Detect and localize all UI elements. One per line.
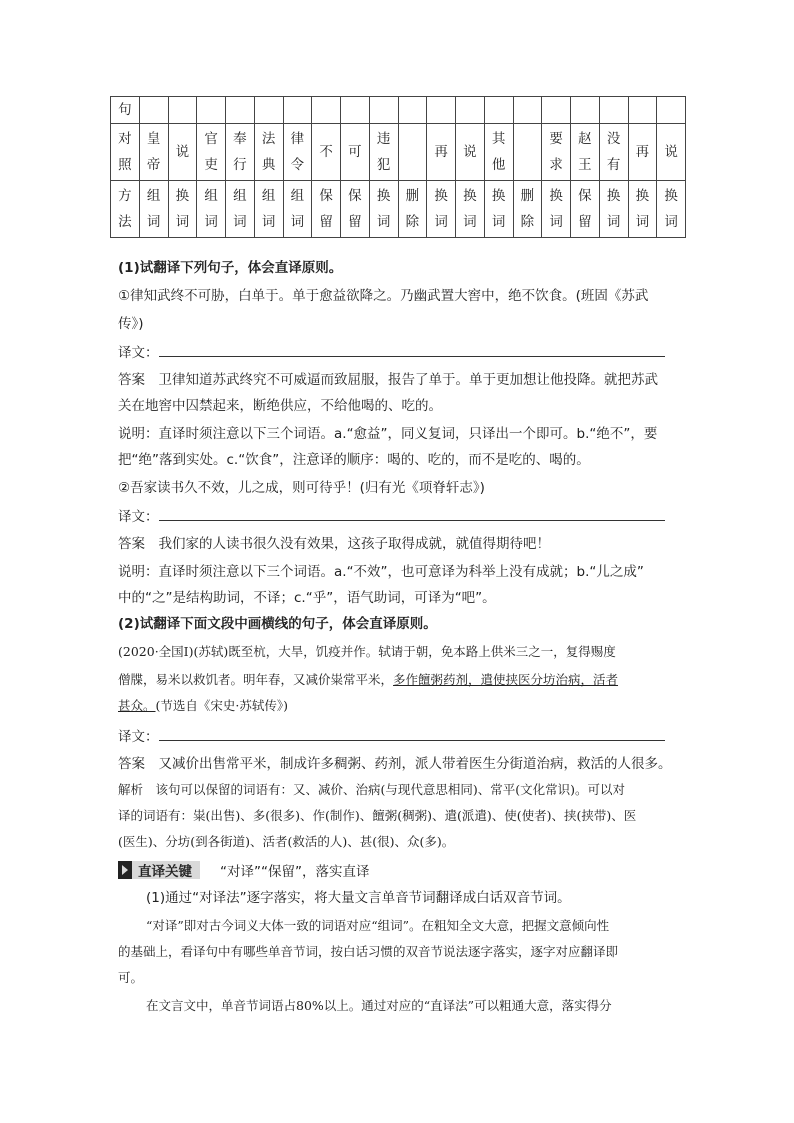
cell-text: 法 典	[261, 131, 276, 173]
table-cell	[139, 181, 168, 238]
table-cell	[456, 97, 485, 124]
note-1-line-1: 说明：直译时须注意以下三个词语。a.“愈益”，同义复词，只译出一个即可。b.“绝不”，要	[118, 426, 658, 442]
answer-1-line-1: 答案 卫律知道苏武终究不可威逼而致屈服，报告了单于。单于更加想让他投降。就把苏武	[118, 372, 658, 388]
table-cell	[283, 124, 312, 181]
cell-text: 组 词	[290, 188, 305, 230]
table-cell	[283, 97, 312, 124]
table-cell	[484, 97, 513, 124]
table-cell	[628, 97, 657, 124]
cell-text: 说	[664, 144, 678, 160]
table-cell	[484, 181, 513, 238]
table-cell	[341, 97, 370, 124]
cell-text: 保 留	[319, 188, 333, 230]
cell-text: 换 词	[635, 188, 650, 230]
table-cell	[168, 181, 197, 238]
note-2-line-1: 说明：直译时须注意以下三个词语。a.“不效”，也可意译为科举上没有成就；b.“儿之成”	[118, 564, 644, 580]
paragraph-1-line-3: 可。	[118, 970, 144, 985]
cell-text: 组 词	[261, 188, 276, 230]
cell-text: 组 词	[204, 188, 218, 230]
table-cell	[628, 181, 657, 238]
table-cell	[571, 181, 600, 238]
cell-text: 换 词	[664, 188, 678, 230]
table-cell	[226, 97, 255, 124]
q1-sentence-2: ②吾家读书久不效，儿之成，则可待乎！(归有光《项脊轩志》)	[118, 480, 485, 496]
table-cell	[456, 124, 485, 181]
table-cell	[599, 97, 628, 124]
table-cell	[226, 124, 255, 181]
translation-blank-2[interactable]	[118, 506, 678, 527]
section-title: “对译”“保留”，落实直译	[220, 864, 370, 880]
cell-text: 对 照	[118, 131, 132, 173]
table-cell	[657, 97, 686, 124]
underlined-sentence: 多作饘粥药剂，遣使挟医分坊治病，活者	[393, 672, 619, 687]
cell-text: 保 留	[348, 188, 362, 230]
table-cell	[456, 181, 485, 238]
analysis-line-1: 解析 该句可以保留的词语有：又、减价、治病(与现代意思相同)、常平(文化常识)。可以对	[118, 782, 626, 797]
cell-text: 其 他	[491, 131, 506, 173]
paragraph-1-line-1: “对译”即对古今词义大体一致的词语对应“组词”。在粗知全文大意，把握文意倾向性	[146, 918, 610, 933]
translation-label: 译文：	[118, 509, 159, 525]
table-cell	[312, 124, 341, 181]
row-header-cell	[111, 124, 140, 181]
arrow-marker-icon	[118, 861, 132, 879]
table-cell	[226, 181, 255, 238]
cell-text: 换 词	[175, 188, 190, 230]
table-cell	[254, 181, 283, 238]
table-cell	[197, 181, 226, 238]
passage-text: 僧牒，易米以救饥者。明年春，又减价粜常平米，	[118, 672, 394, 687]
table-cell	[369, 124, 398, 181]
cell-text: 再	[635, 144, 650, 160]
paragraph-2-line-1: 在文言文中，单音节词语占80%以上。通过对应的“直译法”可以粗通大意，落实得分	[146, 998, 612, 1013]
cell-text: 皇 帝	[146, 131, 161, 173]
paragraph-1-line-2: 的基础上，看译句中有哪些单音节词，按白话习惯的双音节说法逐字落实，逐字对应翻译即	[118, 944, 619, 959]
table-row	[111, 97, 686, 124]
table-cell	[427, 97, 456, 124]
table-cell	[542, 97, 571, 124]
table-cell	[657, 181, 686, 238]
translation-method-table	[110, 96, 686, 238]
passage-line-2	[118, 670, 678, 690]
table-cell	[398, 181, 427, 238]
cell-text: 没 有	[606, 131, 621, 173]
table-cell	[484, 124, 513, 181]
table-cell	[657, 124, 686, 181]
table-row	[111, 124, 686, 181]
table-cell	[283, 181, 312, 238]
table-cell	[513, 97, 542, 124]
cell-text: 官 吏	[204, 131, 218, 173]
table-cell	[312, 181, 341, 238]
underlined-sentence-end: 甚众。	[118, 698, 156, 713]
table-cell	[369, 181, 398, 238]
point-1: (1)通过“对译法”逐字落实，将大量文言单音节词翻译成白话双音节词。	[146, 890, 571, 906]
q1-heading: (1)试翻译下列句子，体会直译原则。	[118, 260, 343, 276]
cell-text: 可	[348, 144, 362, 160]
table-cell	[571, 97, 600, 124]
section-tag-box	[118, 861, 200, 879]
cell-text: 方 法	[118, 188, 132, 230]
table-cell	[139, 124, 168, 181]
cell-text: 保 留	[578, 188, 592, 230]
analysis-line-2: 译的词语有：粜(出售)、多(很多)、作(制作)、饘粥(稠粥)、遣(派遣)、使(使者)、挟(挟带)、医	[118, 808, 637, 823]
table-cell	[542, 124, 571, 181]
cell-text: 不	[319, 144, 333, 160]
cell-text: 律 令	[290, 131, 305, 173]
answer-line	[159, 506, 665, 521]
cell-text: 组 词	[146, 188, 161, 230]
answer-1-line-2: 关在地窖中囚禁起来，断绝供应，不给他喝的、吃的。	[118, 398, 442, 414]
passage-source: (节选自《宋史·苏轼传》)	[155, 698, 288, 713]
passage-line-3	[118, 696, 678, 716]
table-cell	[341, 124, 370, 181]
table-cell	[599, 181, 628, 238]
row-header-cell	[111, 97, 140, 124]
answer-line	[159, 726, 665, 741]
translation-label: 译文：	[118, 345, 159, 361]
cell-text: 奉 行	[233, 131, 247, 173]
passage-line-1: (2020·全国Ⅰ)(苏轼)既至杭，大旱，饥疫并作。轼请于朝，免本路上供米三之一，复得赐度	[118, 644, 616, 659]
table-cell	[139, 97, 168, 124]
table-cell	[168, 97, 197, 124]
table-cell	[542, 181, 571, 238]
answer-3: 答案 又减价出售常平米，制成许多稠粥、药剂，派人带着医生分街道治病，救活的人很多。	[118, 756, 672, 772]
cell-text: 换 词	[376, 188, 391, 230]
translation-label: 译文：	[118, 729, 159, 745]
table-cell	[312, 97, 341, 124]
cell-text: 换 词	[549, 188, 563, 230]
cell-text: 说	[463, 144, 477, 160]
table-cell	[599, 124, 628, 181]
table-row	[111, 181, 686, 238]
answer-2: 答案 我们家的人读书很久没有效果，这孩子取得成就，就值得期待吧！	[118, 536, 550, 552]
table-cell	[197, 97, 226, 124]
q1-sentence-1-line-2: 传》)	[118, 316, 144, 332]
table-cell	[628, 124, 657, 181]
note-1-line-2: 把“绝”落到实处。c.“饮食”，注意译的顺序：喝的、吃的，而不是吃的、喝的。	[118, 452, 590, 468]
section-header	[118, 860, 369, 880]
table-cell	[513, 181, 542, 238]
table-cell	[168, 124, 197, 181]
table-cell	[197, 124, 226, 181]
table-cell	[254, 97, 283, 124]
q2-heading: (2)试翻译下面文段中画横线的句子，体会直译原则。	[118, 616, 437, 632]
section-tag-label: 直译关键	[138, 864, 192, 880]
table-cell	[341, 181, 370, 238]
answer-line	[159, 342, 665, 357]
note-2-line-2: 中的“之”是结构助词，不译；c.“乎”，语气助词，可译为“吧”。	[118, 590, 496, 606]
cell-text: 删 除	[405, 188, 420, 230]
table-cell	[427, 124, 456, 181]
cell-text: 换 词	[606, 188, 621, 230]
cell-text: 要 求	[549, 131, 563, 173]
cell-text: 组 词	[233, 188, 247, 230]
table-cell	[254, 124, 283, 181]
table-cell	[571, 124, 600, 181]
q1-sentence-1-line-1: ①律知武终不可胁，白单于。单于愈益欲降之。乃幽武置大窖中，绝不饮食。(班固《苏武	[118, 288, 649, 304]
row-header-cell	[111, 181, 140, 238]
cell-text: 换 词	[434, 188, 448, 230]
cell-text: 删 除	[520, 188, 535, 230]
cell-text: 换 词	[463, 188, 477, 230]
cell-text: 换 词	[491, 188, 506, 230]
table-cell	[427, 181, 456, 238]
cell-text: 再	[434, 144, 448, 160]
table-cell	[398, 97, 427, 124]
table-cell	[513, 124, 542, 181]
cell-text: 句	[118, 102, 132, 118]
table-cell	[369, 97, 398, 124]
cell-text: 说	[175, 144, 190, 160]
table-cell	[398, 124, 427, 181]
translation-blank-3[interactable]	[118, 726, 678, 747]
analysis-line-3: (医生)、分坊(到各街道)、活者(救活的人)、甚(很)、众(多)。	[118, 834, 455, 849]
cell-text: 违 犯	[376, 131, 391, 173]
translation-blank-1[interactable]	[118, 342, 678, 363]
cell-text: 赵 王	[578, 131, 592, 173]
